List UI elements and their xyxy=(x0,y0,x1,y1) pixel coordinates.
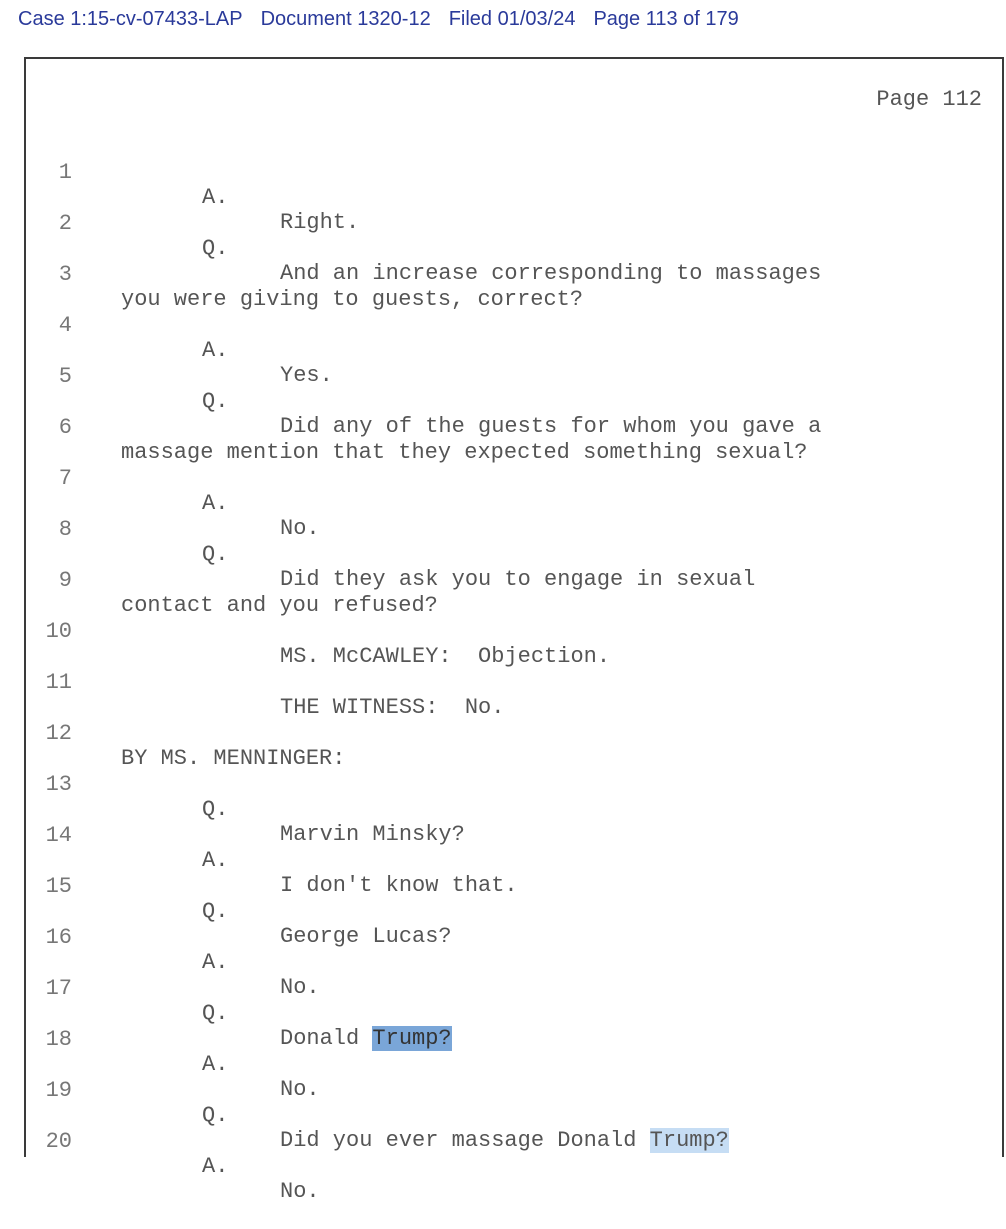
line-number: 9 xyxy=(58,568,72,593)
transcript-line xyxy=(26,645,1002,720)
line-number: 7 xyxy=(58,466,72,491)
line-text: contact and you refused? xyxy=(121,593,438,618)
ecf-header xyxy=(18,8,757,31)
colloquy-text: MS. McCAWLEY: Objection. xyxy=(280,644,611,669)
line-number: 8 xyxy=(58,517,72,542)
colloquy-text: THE WITNESS: No. xyxy=(280,695,505,720)
line-text: No. xyxy=(280,1077,320,1102)
transcript-line xyxy=(26,288,1002,388)
line-number: 14 xyxy=(45,823,72,848)
filed-date: Filed 01/03/24 xyxy=(448,8,576,30)
line-text: Did they ask you to engage in sexual xyxy=(280,567,756,592)
line-number: 2 xyxy=(58,211,72,236)
case-number: Case 1:15-cv-07433-LAP xyxy=(18,8,243,30)
speaker-tag: A. xyxy=(202,1154,229,1179)
transcript-line xyxy=(26,441,1002,541)
line-text: Did any of the guests for whom you gave a xyxy=(280,414,822,439)
line-text: massage mention that they expected something sexual? xyxy=(121,440,808,465)
document-number: Document 1320-12 xyxy=(260,8,431,30)
line-text: No. xyxy=(280,1179,320,1204)
speaker-tag: A. xyxy=(202,338,229,363)
speaker-tag: Q. xyxy=(202,1001,229,1026)
line-number: 13 xyxy=(45,772,72,797)
speaker-tag: A. xyxy=(202,848,229,873)
line-number: 20 xyxy=(45,1129,72,1154)
transcript-line xyxy=(26,135,1002,235)
line-text: George Lucas? xyxy=(280,924,452,949)
line-number: 17 xyxy=(45,976,72,1001)
line-number: 4 xyxy=(58,313,72,338)
line-text: BY MS. MENNINGER: xyxy=(121,746,346,771)
transcript-page-label: Page 112 xyxy=(876,87,982,112)
transcript-line xyxy=(26,594,1002,669)
line-text: I don't know that. xyxy=(280,873,518,898)
speaker-tag: Q. xyxy=(202,899,229,924)
line-text: And an increase corresponding to massages xyxy=(280,261,822,286)
line-number: 6 xyxy=(58,415,72,440)
speaker-tag: Q. xyxy=(202,542,229,567)
line-text: Marvin Minsky? xyxy=(280,822,465,847)
line-number: 12 xyxy=(45,721,72,746)
line-number: 15 xyxy=(45,874,72,899)
line-number: 3 xyxy=(58,262,72,287)
line-number: 10 xyxy=(45,619,72,644)
line-text: No. xyxy=(280,975,320,1000)
transcript-line xyxy=(26,696,1002,771)
line-text-pre: Did you ever massage Donald xyxy=(280,1128,650,1153)
line-text-pre: Donald xyxy=(280,1026,373,1051)
search-match[interactable]: Trump? xyxy=(649,1128,729,1153)
line-number: 1 xyxy=(58,160,72,185)
transcript-page xyxy=(24,57,1004,1204)
speaker-tag: A. xyxy=(202,1052,229,1077)
speaker-tag: Q. xyxy=(202,1103,229,1128)
page-count: Page 113 of 179 xyxy=(593,8,739,30)
line-number: 5 xyxy=(58,364,72,389)
highlighted-search-match[interactable]: Trump? xyxy=(372,1026,452,1051)
line-number: 16 xyxy=(45,925,72,950)
line-text: you were giving to guests, correct? xyxy=(121,287,584,312)
speaker-tag: A. xyxy=(202,491,229,516)
speaker-tag: A. xyxy=(202,950,229,975)
speaker-tag: Q. xyxy=(202,797,229,822)
speaker-tag: Q. xyxy=(202,236,229,261)
speaker-tag: Q. xyxy=(202,389,229,414)
line-text: Yes. xyxy=(280,363,333,388)
line-text: Right. xyxy=(280,210,360,235)
line-number: 18 xyxy=(45,1027,72,1052)
line-number: 19 xyxy=(45,1078,72,1103)
line-number: 11 xyxy=(45,670,72,695)
line-text: No. xyxy=(280,516,320,541)
speaker-tag: A. xyxy=(202,185,229,210)
